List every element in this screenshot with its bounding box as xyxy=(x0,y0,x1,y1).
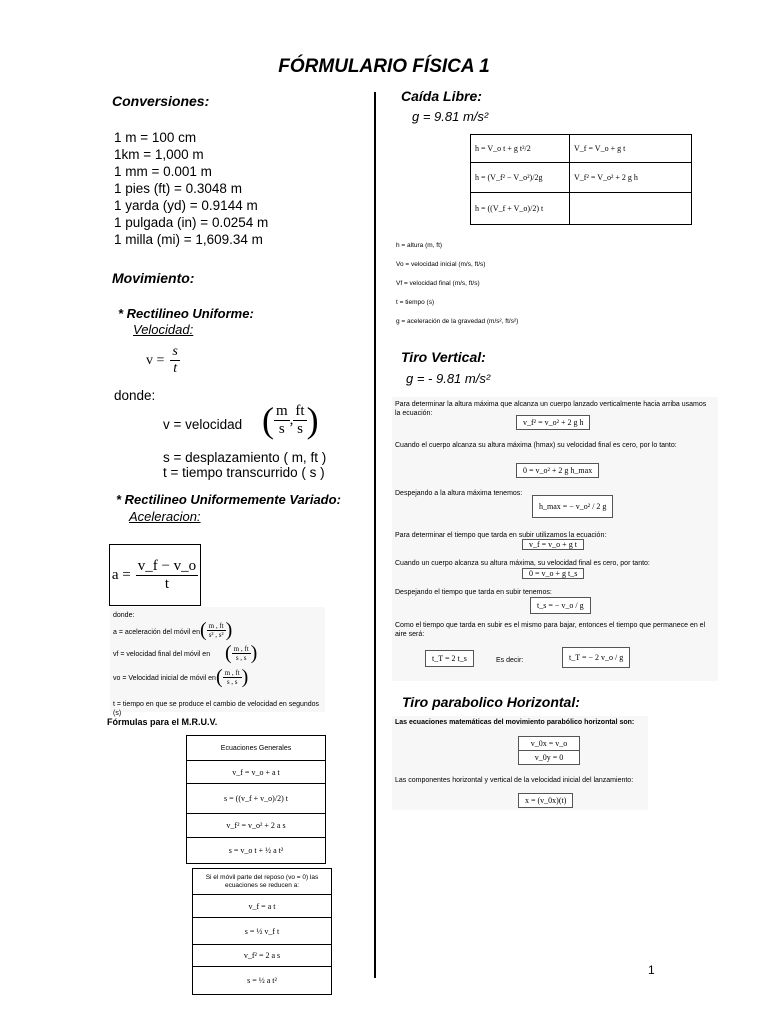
numerator: m xyxy=(276,402,288,419)
units-a: ( $\frac{m , ft}{\text{s² , s²}}$ ) xyxy=(200,619,233,641)
caida-definitions xyxy=(396,236,518,331)
def-vo: vo = Velocidad inicial de móvil en xyxy=(113,675,216,682)
definition-item: Vo = velocidad inicial (m/s, ft/s) xyxy=(396,261,486,268)
table-row: s = ½ v_f t xyxy=(193,918,332,945)
page-title: FÓRMULARIO FÍSICA 1 xyxy=(278,56,490,77)
tv-formula: v_f = v_o + g t xyxy=(522,539,584,550)
tv-formula: v_f² = v_o² + 2 g h xyxy=(516,415,590,430)
units-vo: ( $\frac{m , ft}{s , s}$ ) xyxy=(216,666,249,688)
mruv-heading: Fórmulas para el M.R.U.V. xyxy=(107,717,218,727)
table-row: v_f = a t xyxy=(193,895,332,918)
units-v: ( $\frac{m}{s}$ , $\frac{ft}{s}$ ) xyxy=(262,400,319,440)
table-header: Ecuaciones Generales xyxy=(187,736,326,761)
acceleration-definitions xyxy=(110,607,325,717)
tiro-vertical-panel xyxy=(392,397,718,681)
tv-text: Cuando un cuerpo alcanza su altura máxima, su velocidad final es cero, por tanto: xyxy=(395,560,650,567)
denominator: s² , s² xyxy=(208,631,224,639)
definition-item: g = aceleración de la gravedad (m/s², ft/s²) xyxy=(396,318,519,325)
tv-text: Como el tiempo que tarda en subir es el mismo para bajar, entonces el tiempo que permanece en el aire será: xyxy=(395,622,706,638)
tv-text: Despejando a la altura máxima tenemos: xyxy=(395,490,523,497)
tv-formula: t_T = − 2 v_o / g xyxy=(562,647,630,668)
table-header: Si el móvil parte del reposo (vo = 0) las ecuaciones se reducen a: xyxy=(193,869,332,895)
general-equations-table xyxy=(186,735,326,864)
numerator: m , ft xyxy=(233,645,249,653)
paren-right-icon: ) xyxy=(306,400,319,440)
table-row: v_f² = v_o² + 2 a s xyxy=(187,814,326,838)
table-row: s = v_o t + ½ a t² xyxy=(187,838,326,864)
definition-item: h = altura (m, ft) xyxy=(396,242,443,249)
column-divider xyxy=(374,92,376,978)
conversion-item: 1 mm = 0.001 m xyxy=(114,164,212,179)
aceleracion-label: Aceleracion: xyxy=(129,509,201,524)
tv-formula: 0 = v_o + g t_s xyxy=(522,568,584,579)
tp-text: Las ecuaciones matemáticas del movimiento parabólico horizontal son: xyxy=(395,719,635,726)
fraction xyxy=(136,558,198,593)
page-number: 1 xyxy=(648,963,655,977)
conversion-item: 1 yarda (yd) = 0.9144 m xyxy=(114,198,258,213)
tiro-parabolico-heading: Tiro parabolico Horizontal: xyxy=(402,694,580,710)
ruv-heading: * Rectilineo Uniformemente Variado: xyxy=(116,492,341,507)
numerator: m , ft xyxy=(224,669,240,677)
def-s: s = desplazamiento ( m, ft ) xyxy=(163,450,327,465)
table-cell xyxy=(570,193,692,225)
def-a: a = aceleración del móvil en xyxy=(113,629,200,636)
caida-table xyxy=(470,134,692,225)
tv-text: Para determinar el tiempo que tarda en subir utilizamos la ecuación: xyxy=(395,532,607,539)
paren-left-icon: ( xyxy=(262,400,274,440)
numerator: ft xyxy=(295,402,305,419)
definition-item: Vf = velocidad final (m/s, ft/s) xyxy=(396,280,480,287)
formula-lhs: v = xyxy=(146,352,165,368)
denominator: t xyxy=(173,361,178,376)
rest-equations-table xyxy=(192,868,332,995)
table-cell: h = ((V_f + V_o)/2) t xyxy=(471,193,570,225)
conversion-item: 1 milla (mi) = 1,609.34 m xyxy=(114,232,263,247)
conversion-item: 1 m = 100 cm xyxy=(114,130,197,145)
def-t: t = tiempo transcurrido ( s ) xyxy=(163,465,325,480)
tiro-vertical-gravity: g = - 9.81 m/s² xyxy=(406,371,491,386)
tv-formula: t_s = − v_o / g xyxy=(530,597,591,614)
table-row: v_f² = 2 a s xyxy=(193,945,332,967)
es-decir-label: Es decir: xyxy=(496,657,524,664)
fraction xyxy=(293,403,306,438)
fraction xyxy=(170,344,179,377)
denominator: s , s xyxy=(235,654,247,662)
tv-text: Despejando el tiempo que tarda en subir tenemos: xyxy=(395,589,552,596)
tp-formula: v_0y = 0 xyxy=(518,750,580,765)
def-v: v = velocidad xyxy=(163,417,243,432)
movimiento-heading: Movimiento: xyxy=(112,270,195,286)
denominator: s , s xyxy=(226,678,238,686)
table-cell: h = (V_f² − V_o²)/2g xyxy=(471,163,570,193)
table-row: v_f = v_o + a t xyxy=(187,761,326,784)
small-donde: donde: xyxy=(113,612,135,619)
table-row: s = ½ a t² xyxy=(193,967,332,995)
tv-formula: t_T = 2 t_s xyxy=(425,650,474,667)
denominator: s xyxy=(297,420,303,437)
table-cell: V_f² = V_o² + 2 g h xyxy=(570,163,692,193)
table-cell: V_f = V_o + g t xyxy=(570,135,692,163)
tv-text: Para determinar la altura máxima que alcanza un cuerpo lanzado verticalmente hacia arriba usamos la ecuación: xyxy=(395,401,707,417)
tp-text: Las componentes horizontal y vertical de la velocidad inicial del lanzamiento: xyxy=(395,777,634,784)
numerator: v_f − v_o xyxy=(137,557,197,574)
tp-formula: v_0x = v_o xyxy=(518,736,580,751)
conversion-item: 1km = 1,000 m xyxy=(114,147,204,162)
table-cell: h = V_o t + g t²/2 xyxy=(471,135,570,163)
tp-formula: x = (v_0x)(t) xyxy=(518,793,573,808)
denominator: s xyxy=(278,420,285,437)
conversions-heading: Conversiones: xyxy=(112,93,210,109)
table-row: s = ((v_f + v_o)/2) t xyxy=(187,784,326,814)
velocidad-label: Velocidad: xyxy=(133,322,194,337)
definition-item: t = tiempo (s) xyxy=(396,299,435,306)
fraction xyxy=(274,403,290,438)
numerator: s xyxy=(172,344,178,359)
conversions-list xyxy=(114,129,268,248)
tiro-parabolico-panel xyxy=(392,716,648,810)
denominator: t xyxy=(164,575,170,592)
conversion-item: 1 pulgada (in) = 0.0254 m xyxy=(114,215,269,230)
def-vf: vf = velocidad final del móvil en xyxy=(113,651,211,658)
donde-label: donde: xyxy=(114,388,156,403)
ru-heading: * Rectilineo Uniforme: xyxy=(118,306,254,321)
formula-lhs: a = xyxy=(111,566,131,583)
tv-text: Cuando el cuerpo alcanza su altura máxima (hmax) su velocidad final es cero, por lo tanto: xyxy=(395,442,677,449)
acceleration-formula-box xyxy=(109,544,201,606)
tiro-vertical-heading: Tiro Vertical: xyxy=(401,349,486,365)
units-vf: ( $\frac{m , ft}{s , s}$ ) xyxy=(225,642,258,664)
tv-formula: 0 = v_o² + 2 g h_max xyxy=(516,463,599,478)
conversion-item: 1 pies (ft) = 0.3048 m xyxy=(114,181,242,196)
caida-gravity: g = 9.81 m/s² xyxy=(412,109,489,124)
velocity-formula xyxy=(146,344,180,377)
numerator: m , ft xyxy=(208,622,224,630)
tv-formula: h_max = − v_o² / 2 g xyxy=(532,495,613,518)
def-t-small: t = tiempo en que se produce el cambio de velocidad en segundos (s) xyxy=(113,701,320,717)
caida-heading: Caída Libre: xyxy=(401,88,482,104)
